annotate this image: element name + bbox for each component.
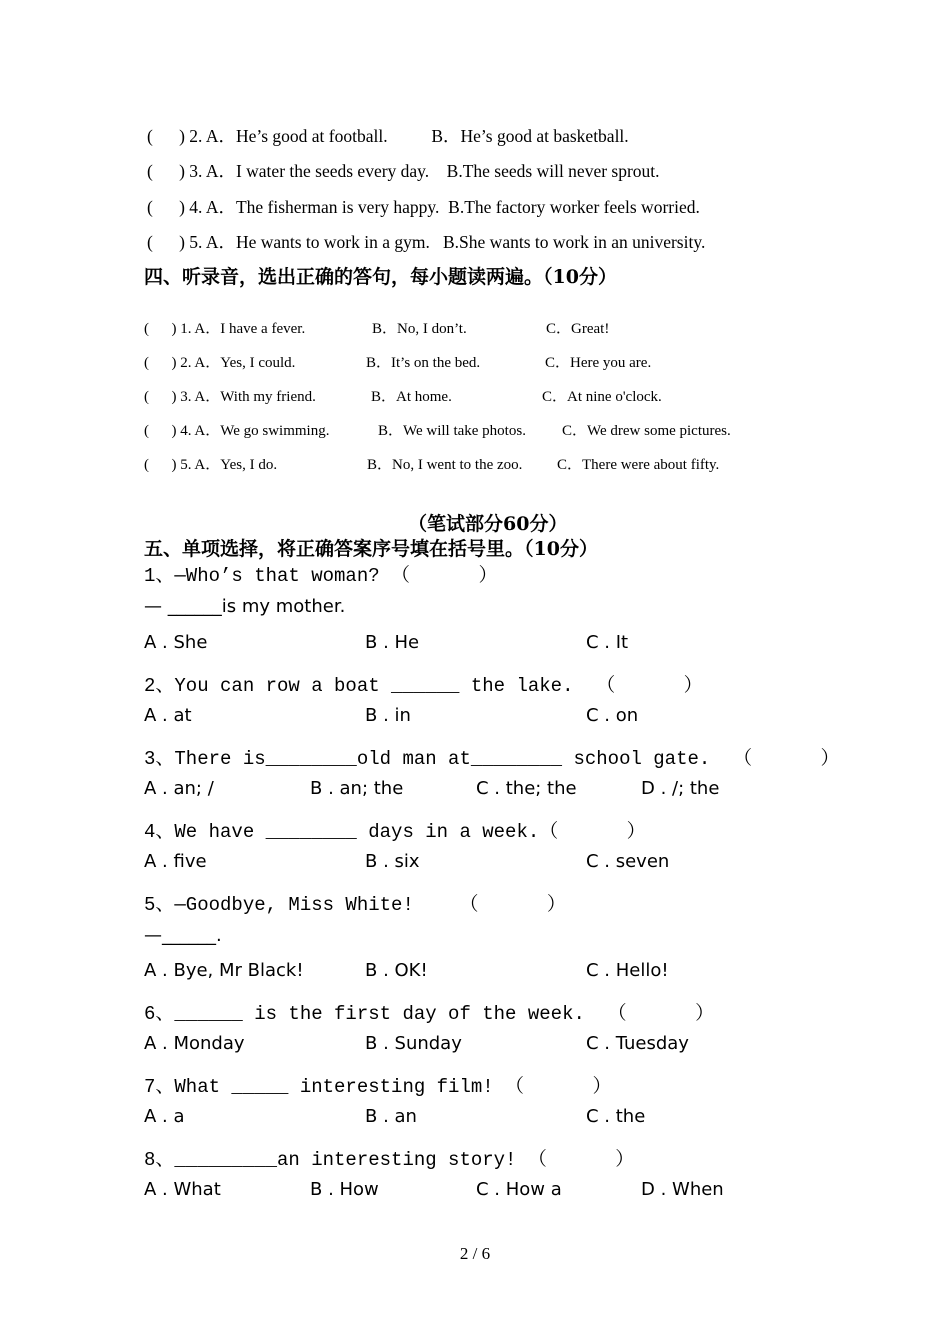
q8-option-c: C . How a <box>476 1179 562 1200</box>
s4-q5-a: ( ) 5. A．Yes, I do. <box>144 457 278 473</box>
listening-item-5: ( ) 5. A．He wants to work in a gym. B.She wants to work in an university. <box>147 232 706 252</box>
q3-text: 3、There is________old man at________ school gate. （ ） <box>144 748 840 770</box>
q4-option-c: C . seven <box>586 851 670 872</box>
s4-q4-a: ( ) 4. A．We go swimming. <box>144 423 330 439</box>
s4-q5-c: C．There were about fifty. <box>557 457 720 473</box>
q1-text: 1、—Who’s that woman? （ ） <box>144 565 498 587</box>
q6-text: 6、______ is the first day of the week. （ ） <box>144 1003 715 1025</box>
listening-item-3: ( ) 3. A．I water the seeds every day. B.The seeds will never sprout. <box>147 161 660 181</box>
q3-option-b: B . an; the <box>310 778 404 799</box>
q1-option-b: B . He <box>365 632 420 653</box>
q5-option-b: B . OK! <box>365 960 428 981</box>
s4-q1-b: B．No, I don’t. <box>372 321 467 337</box>
s4-q3-b: B．At home. <box>371 389 452 405</box>
s4-q3-a: ( ) 3. A．With my friend. <box>144 389 316 405</box>
q7-text: 7、What _____ interesting film! （ ） <box>144 1076 612 1098</box>
q1-answer-line: — ______is my mother. <box>144 596 346 617</box>
written-part-title: （笔试部分60分） <box>408 513 568 535</box>
page-number: 2 / 6 <box>459 1244 491 1263</box>
q3-option-c: C . the; the <box>476 778 577 799</box>
q5-answer-line: —______. <box>144 925 222 946</box>
q4-option-b: B . six <box>365 851 420 872</box>
q8-text: 8、_________an interesting story! （ ） <box>144 1149 635 1171</box>
q7-option-a: A . a <box>144 1106 185 1127</box>
q2-option-b: B . in <box>365 705 411 726</box>
q7-option-b: B . an <box>365 1106 417 1127</box>
section4-heading: 四、听录音，选出正确的答句，每小题读两遍。（10分） <box>144 266 617 288</box>
s4-q1-c: C．Great! <box>546 321 610 337</box>
s4-q4-c: C．We drew some pictures. <box>562 423 731 439</box>
q6-option-a: A . Monday <box>144 1033 245 1054</box>
s4-q2-c: C．Here you are. <box>545 355 652 371</box>
s4-q2-b: B．It’s on the bed. <box>366 355 481 371</box>
q6-option-b: B . Sunday <box>365 1033 462 1054</box>
s4-q5-b: B．No, I went to the zoo. <box>367 457 523 473</box>
q8-option-b: B . How <box>310 1179 379 1200</box>
q3-option-a: A . an; / <box>144 778 214 799</box>
q1-option-c: C . It <box>586 632 629 653</box>
listening-item-2: ( ) 2. A．He’s good at football. B．He’s good at basketball. <box>147 126 629 146</box>
q4-option-a: A . five <box>144 851 207 872</box>
q2-option-a: A . at <box>144 705 192 726</box>
q1-option-a: A . She <box>144 632 208 653</box>
q6-option-c: C . Tuesday <box>586 1033 689 1054</box>
q4-text: 4、We have ________ days in a week.（ ） <box>144 821 646 843</box>
listening-item-4: ( ) 4. A．The fisherman is very happy. B.The factory worker feels worried. <box>147 197 700 217</box>
section5-heading: 五、单项选择，将正确答案序号填在括号里。（10分） <box>144 538 598 560</box>
q8-option-a: A . What <box>144 1179 221 1200</box>
q2-option-c: C . on <box>586 705 639 726</box>
s4-q4-b: B．We will take photos. <box>378 423 526 439</box>
q5-text: 5、—Goodbye, Miss White! （ ） <box>144 894 566 916</box>
q7-option-c: C . the <box>586 1106 646 1127</box>
s4-q1-a: ( ) 1. A．I have a fever. <box>144 321 306 337</box>
q2-text: 2、You can row a boat ______ the lake. （ ） <box>144 675 703 697</box>
q8-option-d: D . When <box>641 1179 724 1200</box>
q5-option-a: A . Bye, Mr Black! <box>144 960 304 981</box>
s4-q3-c: C．At nine o'clock. <box>542 389 662 405</box>
q5-option-c: C . Hello! <box>586 960 669 981</box>
s4-q2-a: ( ) 2. A．Yes, I could. <box>144 355 296 371</box>
q3-option-d: D . /; the <box>641 778 720 799</box>
